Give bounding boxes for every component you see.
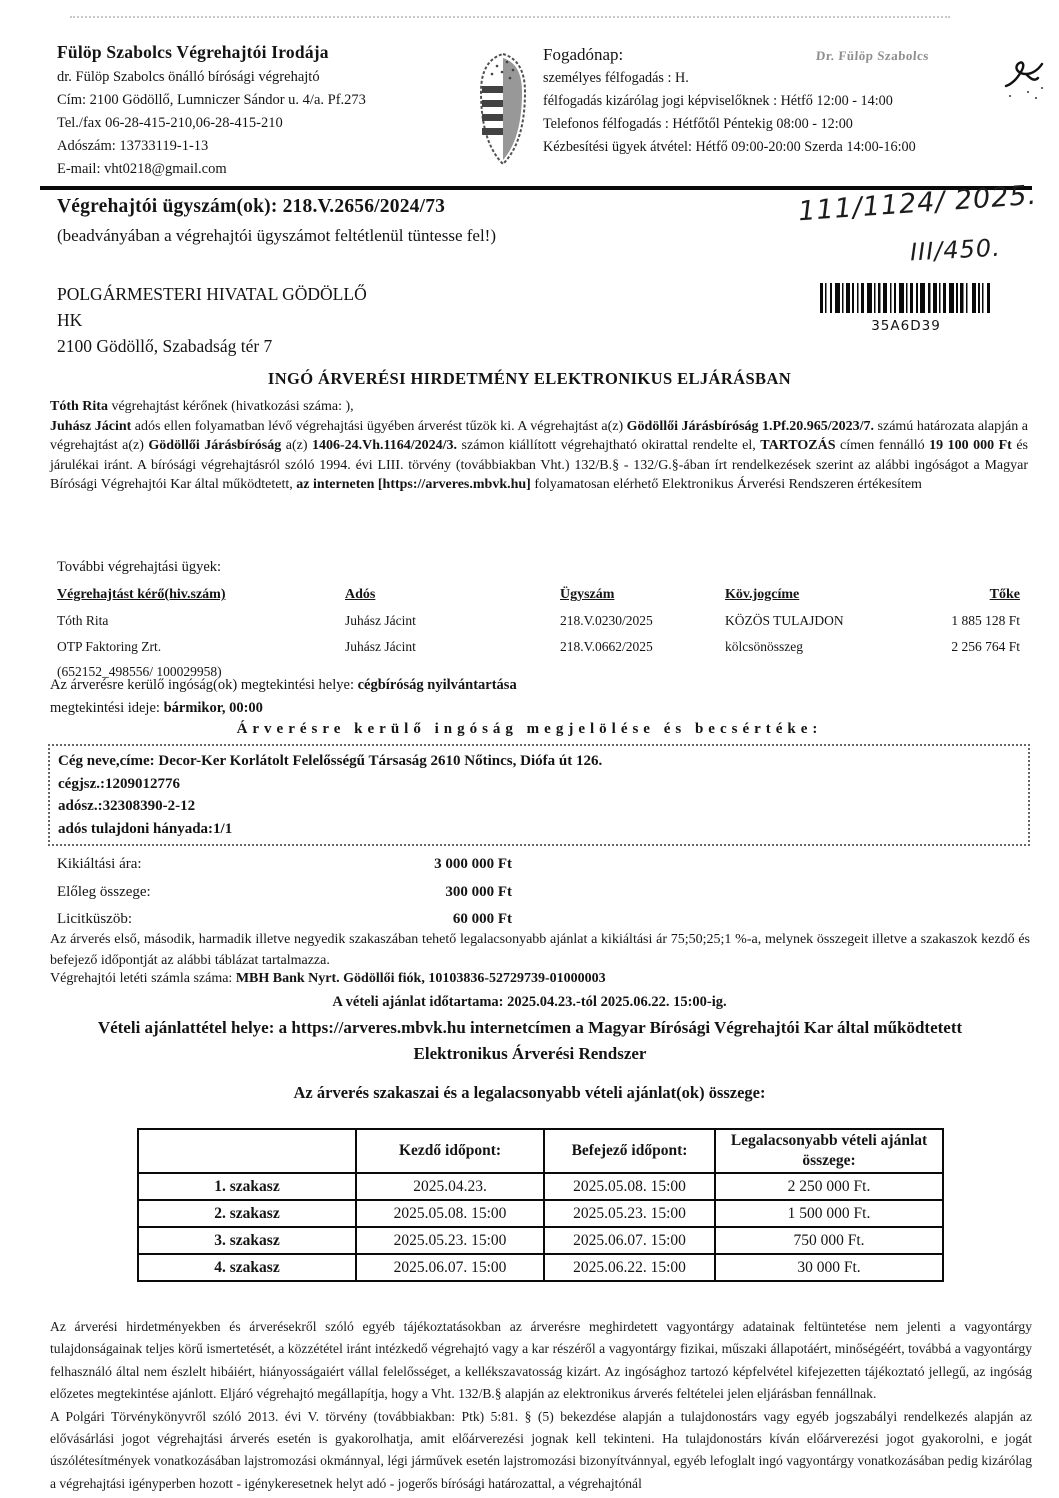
col-header-debtor: Adós [345, 587, 376, 602]
cell-claim-title: KÖZÖS TULAJDON [725, 613, 844, 628]
stage-min-offer: 750 000 Ft. [715, 1227, 943, 1254]
price-label: Licitküszöb: [57, 911, 132, 927]
intro-claimant-line: Tóth Rita végrehajtást kérőnek (hivatkozási száma: ), [50, 399, 354, 414]
intro-body: Juhász Jácint adós ellen folyamatban lévő végrehajtási ügyében árverést tűzök ki. A végrehajtást a(z) Gödöllői Járásbíróság 1.Pf.20.965/2023/7. számú határozata alapján a végrehajtást a(z) Gödöllői Járásbíróság a(z) 1406-24.Vh.1164/2024/3. számon kiállított végrehajtható okirattal rendelte el, TARTOZÁS címen fennálló 19 100 000 Ft és járulékai iránt. A bírósági végrehajtásról szóló 1994. évi LIII. törvény (továbbiakban Vht.) 132/B.§ - 132/G.§-ában írt rendelkezések szerint az alábbi ingóságot a Magyar Bírósági Végrehajtói Kar által működtetett, az interneten [https://arveres.mbvk.hu] folyamatosan elérhető Elektronikus Árverési Rendszeren értékesítem [50, 418, 1028, 493]
col-header-claimant: Végrehajtást kérő(hiv.szám) [57, 587, 226, 602]
stage-label: 3. szakasz [138, 1227, 356, 1254]
price-row-starting [57, 851, 657, 879]
claimant-reference-note: (652152_498556/ 100029958) [57, 664, 222, 679]
addressee-address: 2100 Gödöllő, Szabadság tér 7 [57, 336, 273, 356]
table-row [138, 1173, 943, 1200]
barcode-icon [820, 283, 992, 313]
reception-line-personal: személyes félfogadás : H. [543, 70, 689, 86]
price-label: Előleg összege: [57, 883, 151, 900]
viewing-time-line: megtekintési ideje: bármikor, 00:00 [50, 700, 263, 716]
auction-stages-table [137, 1128, 944, 1282]
stage-min-offer: 2 250 000 Ft. [715, 1173, 943, 1200]
stages-col-min-offer: Legalacsonyabb vételi ajánlat összege: [715, 1129, 943, 1173]
stage-end: 2025.05.08. 15:00 [544, 1173, 715, 1200]
stage-min-offer: 1 500 000 Ft. [715, 1200, 943, 1227]
col-header-principal: Tőke [989, 587, 1020, 602]
stage-start: 2025.05.08. 15:00 [356, 1200, 544, 1227]
reception-line-legal: félfogadás kizárólag jogi képviselőknek : Hétfő 12:00 - 14:00 [543, 93, 893, 109]
office-name: Fülöp Szabolcs Végrehajtói Irodája [57, 42, 329, 62]
reception-line-phone: Telefonos félfogadás : Hétfőtől Péntekig 08:00 - 12:00 [543, 116, 853, 132]
barcode-block [820, 283, 992, 334]
price-label: Kikiáltási ára: [57, 856, 142, 872]
cell-debtor: Juhász Jácint [345, 639, 416, 654]
legal-paragraph-2: A Polgári Törvénykönyvről szóló 2013. évi V. törvény (továbbiakban: Ptk) 5:81. § (5) bekezdése alapján a tulajdonostárs vagy egyéb jogszabályi rendelkezés alapján az elővásárlási jogot végrehajtási árverés esetén is gyakorolhatja, amit előárverezési jognak kell tekinteni. Ha tulajdonostárs kíván előárverezési jogot gyakorolni, e jogát úszólétesítmények vonatkozásában lajstromozási okmánnyal, légi járművek esetén lajstromozási bizonyítvánnyal, egyéb lefoglalt ingó vagyontárgy vonatkozásában pedig kizárólag a végrehajtási igényperben hozott - igénykeresetnek helyt adó - jogerős bírósági határozattal, a végrehajtónál [50, 1408, 1032, 1491]
item-registry-number: cégjsz.:1209012776 [58, 775, 181, 792]
cell-claimant: Tóth Rita [57, 613, 109, 628]
stages-header-row [138, 1129, 943, 1173]
office-phone: Tel./fax 06-28-415-210,06-28-415-210 [57, 115, 283, 131]
case-number-note: (beadványában a végrehajtói ügyszámot feltétlenül tüntesse fel!) [57, 226, 496, 245]
cell-debtor: Juhász Jácint [345, 613, 416, 628]
faint-stamp-text: Dr. Fülöp Szabolcs [815, 48, 930, 63]
barcode-label: 35A6D39 [871, 318, 941, 334]
offer-period-line: A vételi ajánlat időtartama: 2025.04.23.-tól 2025.06.22. 15:00-ig. [332, 994, 727, 1010]
item-section-heading: Árverésre kerülő ingóság megjelölése és becsértéke: [236, 721, 823, 737]
reception-hours-block [543, 45, 1033, 159]
legal-paragraph-1: Az árverési hirdetményekben és árverésekről szóló egyéb tájékoztatásokban az árverésre meghirdetett vagyontárgy adatainak feltüntetése nem jelenti a vagyontárgy tulajdonságainak teljes körű ismertetését, a közzététel iránt intézkedő végrehajtó vagy a kar részéről a vagyontárgy fizikai, műszaki állapotáért, minőségéért, továbbá a vagyontárgy felhasználó által nem észlelt hibáiért, hiányosságaiért vállal felelősséget, a kellékszavatosság kizárt. Az ingósághoz tartozó képfelvétel kifejezetten tájékoztató jellegű, az ingóság előzetes megtekintése ajánlott. Eljáró végrehajtó megállapítja, hogy a Vht. 132/B.§ alapján az elektronikus árverés feltételei jelen eljárásban fennállnak. [50, 1319, 1032, 1402]
handwritten-filing-number: 111/1124/ 2025. [797, 179, 1039, 228]
addressee-block [57, 281, 367, 359]
stage-label: 4. szakasz [138, 1254, 356, 1281]
stage-min-offer: 30 000 Ft. [715, 1254, 943, 1281]
stages-col-end: Befejező időpont: [544, 1129, 715, 1173]
stage-label: 2. szakasz [138, 1200, 356, 1227]
table-row [57, 634, 1023, 660]
price-value: 300 000 Ft [445, 883, 512, 900]
item-tax-number: adósz.:32308390-2-12 [58, 798, 196, 814]
table-row [57, 608, 1023, 634]
price-row-deposit [57, 879, 657, 907]
office-line: dr. Fülöp Szabolcs önálló bírósági végrehajtó [57, 69, 320, 85]
stage-start: 2025.05.23. 15:00 [356, 1227, 544, 1254]
table-row [138, 1227, 943, 1254]
handwritten-filing-number-2: III/450. [909, 233, 1002, 267]
intro-paragraph [50, 397, 1028, 495]
legal-disclaimer-block [50, 1316, 1032, 1495]
stage-end: 2025.05.23. 15:00 [544, 1200, 715, 1227]
stage-label: 1. szakasz [138, 1173, 356, 1200]
addressee-name: POLGÁRMESTERI HIVATAL GÖDÖLLŐ [57, 284, 367, 304]
stage-end: 2025.06.07. 15:00 [544, 1227, 715, 1254]
coat-of-arms-icon [477, 52, 529, 173]
further-cases-heading: További végrehajtási ügyek: [57, 559, 222, 575]
bailiff-office-block [57, 42, 477, 181]
further-cases-table [57, 582, 1023, 684]
stages-col-start: Kezdő időpont: [356, 1129, 544, 1173]
office-email: E-mail: vht0218@gmail.com [57, 161, 227, 177]
scan-artifact-line [70, 16, 950, 20]
stage-end: 2025.06.22. 15:00 [544, 1254, 715, 1281]
stage-start: 2025.06.07. 15:00 [356, 1254, 544, 1281]
col-header-claim-title: Köv.jogcíme [725, 587, 800, 602]
table-row [138, 1200, 943, 1227]
stages-col-empty [138, 1129, 356, 1173]
cell-principal: 2 256 764 Ft [951, 639, 1020, 654]
viewing-place-line: Az árverésre kerülő ingóság(ok) megtekintési helye: cégbíróság nyilvántartása [50, 677, 517, 693]
stages-table-heading: Az árverés szakaszai és a legalacsonyabb vételi ajánlat(ok) összege: [293, 1083, 766, 1102]
price-value: 60 000 Ft [452, 911, 512, 927]
item-company-line: Cég neve,címe: Decor-Ker Korlátolt Felelősségű Társaság 2610 Nőtincs, Diófa út 126. [58, 753, 603, 769]
office-tax-number: Adószám: 13733119-1-13 [57, 138, 209, 154]
office-address: Cím: 2100 Gödöllő, Lumniczer Sándor u. 4/a. Pf.273 [57, 92, 366, 108]
cell-case-no: 218.V.0230/2025 [560, 613, 653, 628]
further-cases-header-row [57, 582, 1023, 608]
cell-claimant: OTP Faktoring Zrt. [57, 639, 162, 654]
price-summary [57, 851, 657, 934]
stage-start: 2025.04.23. [356, 1173, 544, 1200]
addressee-dept: HK [57, 310, 83, 330]
offer-place-line: Vételi ajánlattétel helye: a https://arveres.mbvk.hu internetcímen a Magyar Bírósági Végrehajtói Kar által működtetett Elektronikus Árverési Rendszer [97, 1018, 963, 1063]
item-ownership-share: adós tulajdoni hányada:1/1 [58, 820, 233, 837]
table-row [138, 1254, 943, 1281]
cell-principal: 1 885 128 Ft [951, 613, 1020, 628]
deposit-account-line: Végrehajtói letéti számla száma: MBH Bank Nyrt. Gödöllői fiók, 10103836-52729739-01000003 [50, 971, 606, 986]
handwritten-signature-icon [998, 48, 1050, 109]
cell-claim-title: kölcsönösszeg [725, 639, 803, 654]
price-value: 3 000 000 Ft [434, 856, 512, 872]
document-title: INGÓ ÁRVERÉSI HIRDETMÉNY ELEKTRONIKUS ELJÁRÁSBAN [267, 369, 792, 388]
case-number-line: Végrehajtói ügyszám(ok): 218.V.2656/2024/73 [57, 196, 446, 217]
col-header-case-no: Ügyszám [560, 587, 615, 602]
stages-explanation: Az árverés első, második, harmadik illetve negyedik szakaszában tehető legalacsonyabb ajánlat a kikiáltási ár 75;50;25;1 %-a, melynek összegeit illetve a szakaszok kezdő és befejező időpontját az alábbi táblázat tartalmazza. [50, 932, 1030, 968]
reception-title: Fogadónap: [543, 45, 624, 64]
cell-case-no: 218.V.0662/2025 [560, 639, 653, 654]
reception-line-delivery: Kézbesítési ügyek átvétel: Hétfő 09:00-20:00 Szerda 14:00-16:00 [543, 139, 916, 155]
item-description-box [48, 744, 1030, 846]
